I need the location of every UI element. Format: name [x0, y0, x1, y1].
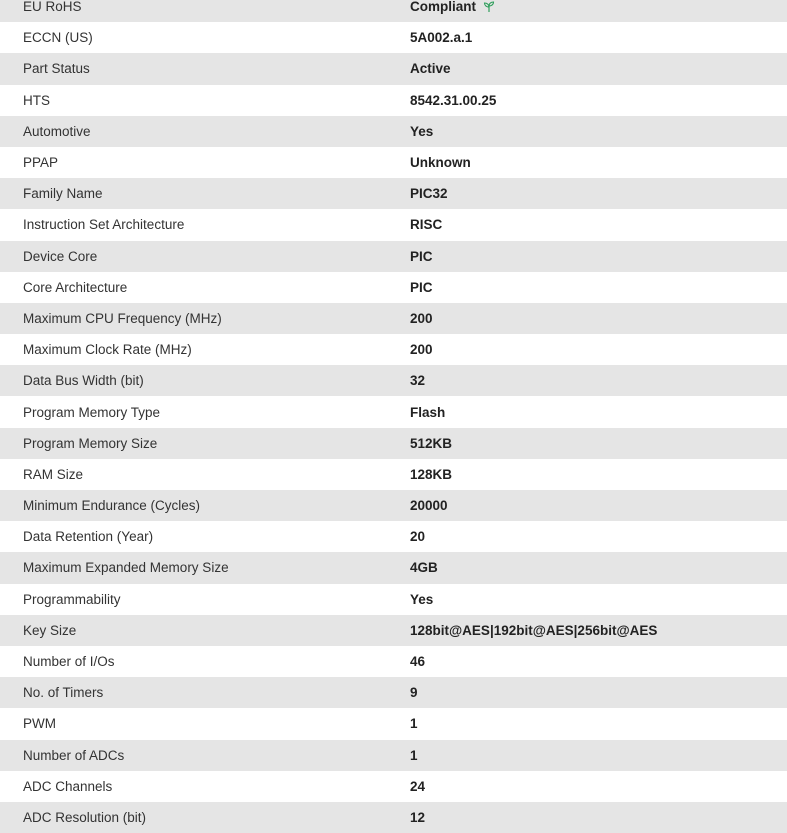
spec-row	[0, 272, 787, 303]
spec-label: Program Memory Size	[23, 435, 158, 451]
spec-value-text: 128bit@AES|192bit@AES|256bit@AES	[410, 622, 658, 638]
spec-label: PPAP	[23, 155, 59, 171]
spec-value	[410, 592, 787, 607]
spec-value-text: 4GB	[410, 560, 438, 576]
spec-label: ADC Channels	[23, 778, 113, 794]
spec-row	[0, 241, 787, 272]
spec-label: Number of ADCs	[23, 747, 125, 763]
spec-row	[0, 209, 787, 240]
spec-value-text: 1	[410, 716, 418, 732]
spec-label: ECCN (US)	[23, 30, 93, 46]
spec-row	[0, 53, 787, 84]
leaf-icon	[482, 0, 496, 14]
spec-value	[410, 249, 787, 264]
spec-label: Minimum Endurance (Cycles)	[23, 498, 201, 514]
spec-value	[410, 30, 787, 45]
spec-label: Core Architecture	[23, 279, 128, 295]
spec-row	[0, 459, 787, 490]
spec-value-text: 8542.31.00.25	[410, 92, 497, 108]
spec-row	[0, 615, 787, 646]
spec-row	[0, 521, 787, 552]
spec-value	[410, 436, 787, 451]
spec-label: EU RoHS	[23, 0, 82, 15]
spec-row	[0, 802, 787, 833]
spec-value	[410, 716, 787, 731]
spec-value	[410, 311, 787, 326]
spec-row	[0, 0, 787, 22]
spec-value	[410, 685, 787, 700]
spec-label: Data Retention (Year)	[23, 529, 154, 545]
spec-row	[0, 708, 787, 739]
spec-row	[0, 740, 787, 771]
spec-value-text: Yes	[410, 591, 434, 607]
spec-label: Instruction Set Architecture	[23, 217, 185, 233]
spec-value-text: 32	[410, 373, 426, 389]
spec-label: No. of Timers	[23, 685, 104, 701]
spec-label: Maximum Expanded Memory Size	[23, 560, 229, 576]
spec-row	[0, 303, 787, 334]
spec-value-text: 12	[410, 809, 426, 825]
spec-row	[0, 677, 787, 708]
spec-row	[0, 334, 787, 365]
spec-value-text: 24	[410, 778, 426, 794]
spec-value	[410, 529, 787, 544]
spec-value-text: PIC	[410, 279, 433, 295]
spec-label: Key Size	[23, 622, 77, 638]
spec-value-text: 512KB	[410, 435, 453, 451]
spec-value-text: 20	[410, 529, 426, 545]
spec-value	[410, 0, 787, 14]
spec-value-text: 1	[410, 747, 418, 763]
spec-row	[0, 365, 787, 396]
spec-label: RAM Size	[23, 466, 84, 482]
spec-value-text: Flash	[410, 404, 446, 420]
spec-row	[0, 22, 787, 53]
spec-value	[410, 779, 787, 794]
spec-row	[0, 396, 787, 427]
spec-label: Automotive	[23, 123, 91, 139]
spec-value-text: Compliant	[410, 0, 476, 15]
spec-value-text: 200	[410, 342, 433, 358]
spec-row	[0, 490, 787, 521]
spec-value-text: 5A002.a.1	[410, 30, 473, 46]
spec-row	[0, 771, 787, 802]
spec-value	[410, 186, 787, 201]
spec-label: ADC Resolution (bit)	[23, 809, 147, 825]
spec-value	[410, 342, 787, 357]
spec-value	[410, 810, 787, 825]
spec-value	[410, 623, 787, 638]
spec-value	[410, 498, 787, 513]
spec-row	[0, 584, 787, 615]
spec-row	[0, 646, 787, 677]
spec-label: Family Name	[23, 186, 103, 202]
spec-value-text: PIC	[410, 248, 433, 264]
spec-value-text: Yes	[410, 123, 434, 139]
spec-row	[0, 147, 787, 178]
spec-row	[0, 552, 787, 583]
spec-label: PWM	[23, 716, 56, 732]
spec-value-text: 128KB	[410, 466, 453, 482]
spec-value	[410, 405, 787, 420]
spec-value-text: 46	[410, 654, 426, 670]
spec-value	[410, 124, 787, 139]
spec-value-text: 20000	[410, 498, 448, 514]
spec-label: Data Bus Width (bit)	[23, 373, 144, 389]
spec-value	[410, 217, 787, 232]
spec-label: Maximum Clock Rate (MHz)	[23, 342, 192, 358]
spec-value-text: 9	[410, 685, 418, 701]
spec-label: Number of I/Os	[23, 654, 115, 670]
spec-value	[410, 654, 787, 669]
spec-label: Programmability	[23, 591, 121, 607]
spec-row	[0, 116, 787, 147]
spec-value-text: Unknown	[410, 155, 471, 171]
spec-value	[410, 373, 787, 388]
spec-label: Device Core	[23, 248, 98, 264]
spec-value	[410, 748, 787, 763]
spec-value	[410, 560, 787, 575]
spec-label: Maximum CPU Frequency (MHz)	[23, 310, 222, 326]
spec-row	[0, 178, 787, 209]
spec-row	[0, 85, 787, 116]
spec-value-text: 200	[410, 310, 433, 326]
spec-value	[410, 61, 787, 76]
spec-value	[410, 467, 787, 482]
spec-value-text: RISC	[410, 217, 443, 233]
spec-value	[410, 93, 787, 108]
spec-value-text: Active	[410, 61, 451, 77]
spec-label: HTS	[23, 92, 50, 108]
spec-label: Program Memory Type	[23, 404, 161, 420]
spec-value	[410, 155, 787, 170]
spec-label: Part Status	[23, 61, 90, 77]
spec-value-text: PIC32	[410, 186, 448, 202]
spec-row	[0, 428, 787, 459]
spec-value	[410, 280, 787, 295]
